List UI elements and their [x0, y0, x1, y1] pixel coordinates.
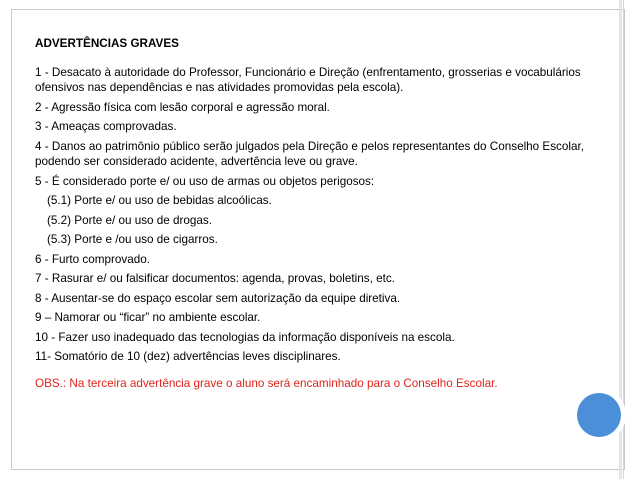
list-item: 10 - Fazer uso inadequado das tecnologias da informação disponíveis na escola.	[35, 330, 455, 344]
observation-note: OBS.: Na terceira advertência grave o aluno será encaminhado para o Conselho Escolar.	[35, 376, 498, 390]
decorative-circle-icon	[577, 393, 621, 437]
list-item: 3 - Ameaças comprovadas.	[35, 120, 177, 133]
slide-content	[35, 36, 619, 391]
list-item: 6 - Furto comprovado.	[35, 252, 150, 266]
list-item: 1 - Desacato à autoridade do Professor, Funcionário e Direção (enfrentamento, grosserias e vocabulários ofensivos nas dependências e nas atividades promovidas pela escola).	[35, 65, 581, 94]
sub-list-item: (5.3) Porte e /ou uso de cigarros.	[47, 233, 218, 246]
list-item: 8 - Ausentar-se do espaço escolar sem autorização da equipe diretiva.	[35, 291, 401, 305]
list-item: 5 - É considerado porte e/ ou uso de armas ou objetos perigosos:	[35, 174, 375, 188]
sub-list-item: (5.1) Porte e/ ou uso de bebidas alcoólicas.	[47, 194, 272, 207]
list-item: 4 - Danos ao patrimônio público serão julgados pela Direção e pelos representantes do Conselho Escolar, podendo ser considerado acidente, advertência leve ou grave.	[35, 139, 584, 168]
list-item: 9 – Namorar ou “ficar” no ambiente escolar.	[35, 311, 261, 324]
list-item: 11- Somatório de 10 (dez) advertências leves disciplinares.	[35, 350, 341, 363]
slide-title: ADVERTÊNCIAS GRAVES	[35, 37, 179, 50]
list-item: 2 - Agressão física com lesão corporal e agressão moral.	[35, 100, 330, 114]
list-item: 7 - Rasurar e/ ou falsificar documentos: agenda, provas, boletins, etc.	[35, 272, 395, 285]
sub-list-item: (5.2) Porte e/ ou uso de drogas.	[47, 213, 213, 227]
